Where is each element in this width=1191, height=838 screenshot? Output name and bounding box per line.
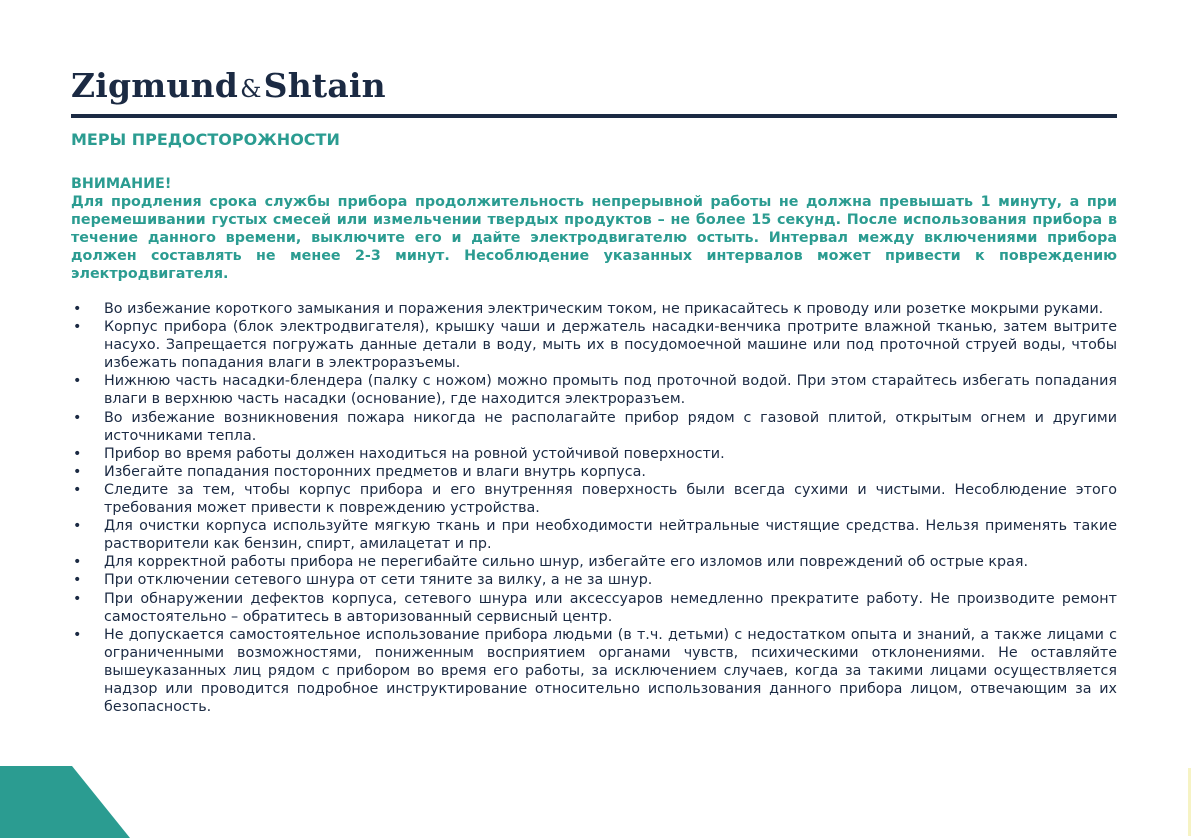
list-item-text: Не допускается самостоятельное использование прибора людьми (в т.ч. детьми) с недостатком опыта и знаний, а также лицами с ограниченными возможностями, пониженным восприятием органами чувств, психическими отклонениями. Не оставляйте вышеуказанных лиц рядом с прибором во время его работы, за исключением случаев, когда за такими лицами осуществляется надзор или проводится подробное инструктирование относительно использования данного прибора лицом, отвечающим за их безопасность. (104, 626, 1117, 716)
list-item-text: При отключении сетевого шнура от сети тяните за вилку, а не за шнур. (104, 572, 653, 589)
list-item (71, 553, 1117, 571)
list-item (71, 517, 1117, 553)
bullet-icon: • (73, 373, 82, 390)
header-divider (71, 114, 1117, 118)
list-item-text: Следите за тем, чтобы корпус прибора и его внутренняя поверхность были всегда сухими и чистыми. Несоблюдение этого требования может привести к повреждению устройства. (104, 481, 1117, 517)
list-item-text: При обнаружении дефектов корпуса, сетевого шнура или аксессуаров немедленно прекратите работу. Не производите ремонт самостоятельно – обратитесь в авторизованный сервисный центр. (104, 590, 1117, 625)
list-item (71, 409, 1117, 445)
warning-text: Для продления срока службы прибора продолжительность непрерывной работы не должна превышать 1 минуту, а при перемешивании густых смесей или измельчении твердых продуктов – не более 15 секунд. После использования прибора в течение данного времени, выключите его и дайте электродвигателю остыть. Интервал между включениями прибора должен составлять не менее 2-3 минут. Несоблюдение указанных интервалов может привести к повреждению электродвигателя. (71, 194, 1117, 283)
brand-logo-ampersand: & (240, 75, 262, 103)
list-item (71, 626, 1117, 716)
bullet-icon: • (73, 518, 82, 535)
list-item (71, 571, 1117, 589)
list-item (71, 318, 1117, 372)
precautions-list (71, 300, 1117, 716)
section-title: МЕРЫ ПРЕДОСТОРОЖНОСТИ (71, 130, 340, 149)
brand-logo (71, 66, 386, 109)
bullet-icon: • (73, 572, 82, 589)
brand-logo-right: Shtain (263, 66, 386, 105)
list-item-text: Нижнюю часть насадки-блендера (палку с ножом) можно промыть под проточной водой. При этом старайтесь избегать попадания влаги в верхнюю часть насадки (основание), где находится электроразъем. (104, 373, 1117, 408)
list-item (71, 445, 1117, 463)
warning-heading: ВНИМАНИЕ! (71, 176, 172, 192)
list-item-text: Во избежание возникновения пожара никогда не располагайте прибор рядом с газовой плитой, открытым огнем и другими источниками тепла. (104, 409, 1117, 444)
bullet-icon: • (73, 590, 82, 607)
bullet-icon: • (73, 409, 82, 426)
list-item-text: Во избежание короткого замыкания и поражения электрическим током, не прикасайтесь к проводу или розетке мокрыми руками. (104, 301, 1104, 317)
list-item (71, 372, 1117, 408)
bullet-icon: • (73, 463, 82, 480)
list-item (71, 590, 1117, 626)
list-item-text: Для корректной работы прибора не перегибайте сильно шнур, избегайте его изломов или повреждений об острые края. (104, 554, 1029, 571)
bullet-icon: • (73, 319, 82, 336)
bullet-icon: • (73, 554, 82, 571)
warning-block (71, 175, 1117, 284)
list-item-text: Избегайте попадания посторонних предметов и влаги внутрь корпуса. (104, 463, 646, 480)
bullet-icon: • (73, 481, 82, 498)
list-item-text: Прибор во время работы должен находиться на ровной устойчивой поверхности. (104, 445, 725, 462)
bullet-icon: • (73, 445, 82, 462)
corner-decoration (0, 766, 130, 838)
brand-logo-left: Zigmund (71, 66, 239, 105)
list-item-text: Корпус прибора (блок электродвигателя), крышку чаши и держатель насадки-венчика протрите влажной тканью, затем вытрите насухо. Запрещается погружать данные детали в воду, мыть их в посудомоечной машине или под проточной струей воды, чтобы избежать попадания влаги в электроразъемы. (104, 319, 1117, 372)
list-item (71, 300, 1117, 318)
bullet-icon: • (73, 301, 82, 317)
list-item (71, 481, 1117, 517)
bullet-icon: • (73, 626, 82, 643)
list-item (71, 463, 1117, 481)
list-item-text: Для очистки корпуса используйте мягкую ткань и при необходимости нейтральные чистящие средства. Нельзя применять такие растворители как бензин, спирт, амилацетат и пр. (104, 518, 1117, 553)
